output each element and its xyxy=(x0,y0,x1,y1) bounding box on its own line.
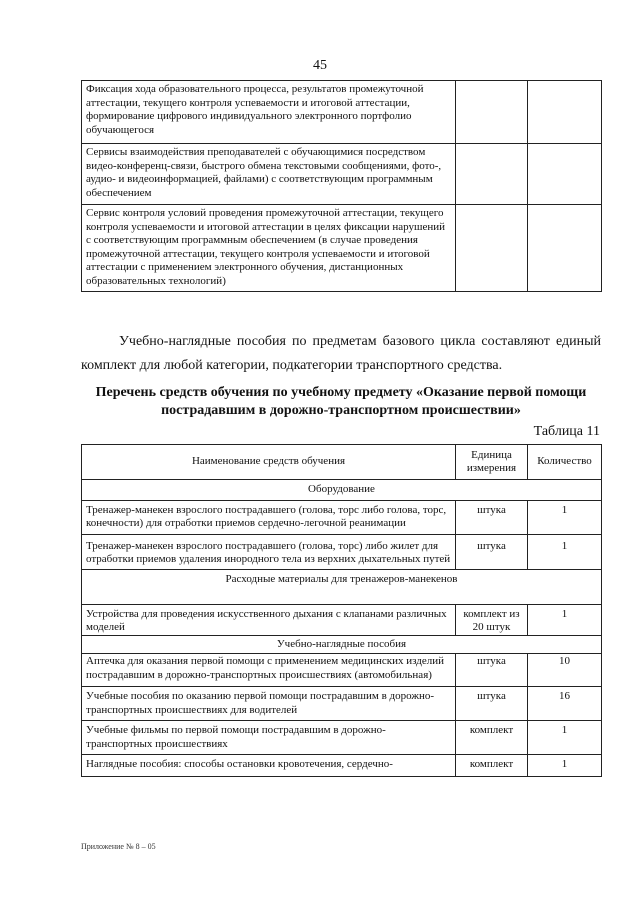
section-title: Расходные материалы для тренажеров-манекенов xyxy=(82,569,602,604)
item-unit: штука xyxy=(456,654,528,687)
item-unit: комплект xyxy=(456,721,528,755)
section-row xyxy=(82,480,602,501)
table-row xyxy=(82,81,602,144)
section-row xyxy=(82,569,602,604)
item-quantity: 1 xyxy=(528,500,602,534)
item-unit: штука xyxy=(456,534,528,569)
equipment-table xyxy=(81,444,602,777)
footer-note: Приложение № 8 – 05 xyxy=(81,842,156,851)
table-row xyxy=(82,205,602,292)
item-unit: комплект xyxy=(456,755,528,777)
item-name: Аптечка для оказания первой помощи с применением медицинских изделий пострадавшим в дорожно-транспортных происшествиях (автомобильная) xyxy=(82,654,456,687)
item-quantity: 1 xyxy=(528,721,602,755)
paragraph-line-1: Учебно-наглядные пособия по предметам базового цикла составляют единый xyxy=(119,334,601,349)
table-cell: Сервис контроля условий проведения промежуточной аттестации, текущего контроля успеваемости и итоговой аттестации в целях фиксации нарушений с соответствующим программным обеспечением (в случае проведения промежуточной аттестации, текущего контроля успеваемости и итоговой аттестации с применением электронного обучения, дистанционных образовательных технологий) xyxy=(82,205,456,292)
table-row xyxy=(82,654,602,687)
table-row xyxy=(82,721,602,755)
section-row xyxy=(82,635,602,654)
column-header-unit: Единица измерения xyxy=(456,445,528,480)
item-unit: комплект из 20 штук xyxy=(456,604,528,635)
item-quantity: 1 xyxy=(528,604,602,635)
table-caption: Таблица 11 xyxy=(533,424,600,439)
heading-line-1: Перечень средств обучения по учебному предмету «Оказание первой помощи xyxy=(95,385,587,400)
section-title: Учебно-наглядные пособия xyxy=(82,635,602,654)
page-number: 45 xyxy=(313,58,327,73)
item-unit: штука xyxy=(456,500,528,534)
paragraph-line-2: комплект для любой категории, подкатегории транспортного средства. xyxy=(81,358,503,373)
table-cell: Сервисы взаимодействия преподавателей с обучающимися посредством видео-конференц-связи, быстрого обмена текстовыми сообщениями, фото-, аудио- и видеоинформацией, файлами) с соответствующим программным обеспечением xyxy=(82,144,456,205)
item-quantity: 10 xyxy=(528,654,602,687)
column-header-quantity: Количество xyxy=(528,445,602,480)
table-row xyxy=(82,500,602,534)
item-quantity: 1 xyxy=(528,534,602,569)
table-cell: Фиксация хода образовательного процесса, результатов промежуточной аттестации, текущего контроля успеваемости и итоговой аттестации, формирование цифрового индивидуального электронного портфолио обучающегося xyxy=(82,81,456,144)
item-quantity: 16 xyxy=(528,687,602,721)
table-row xyxy=(82,604,602,635)
table-row xyxy=(82,534,602,569)
item-name: Тренажер-манекен взрослого пострадавшего (голова, торс) либо жилет для отработки приемов удаления инородного тела из верхних дыхательных путей xyxy=(82,534,456,569)
table-row xyxy=(82,687,602,721)
item-name: Тренажер-манекен взрослого пострадавшего (голова, торс либо голова, торс, конечности) для отработки приемов сердечно-легочной реанимации xyxy=(82,500,456,534)
table-header-row xyxy=(82,445,602,480)
item-quantity: 1 xyxy=(528,755,602,777)
column-header-name: Наименование средств обучения xyxy=(82,445,456,480)
heading-line-2: пострадавшим в дорожно-транспортном происшествии» xyxy=(161,403,521,418)
section-title: Оборудование xyxy=(82,480,602,501)
item-unit: штука xyxy=(456,687,528,721)
item-name: Наглядные пособия: способы остановки кровотечения, сердечно- xyxy=(82,755,456,777)
section-heading xyxy=(81,384,601,420)
table-row xyxy=(82,755,602,777)
item-name: Учебные фильмы по первой помощи пострадавшим в дорожно-транспортных происшествиях xyxy=(82,721,456,755)
item-name: Учебные пособия по оказанию первой помощи пострадавшим в дорожно-транспортных происшествиях для водителей xyxy=(82,687,456,721)
top-table xyxy=(81,80,602,292)
item-name: Устройства для проведения искусственного дыхания с клапанами различных моделей xyxy=(82,604,456,635)
table-row xyxy=(82,144,602,205)
